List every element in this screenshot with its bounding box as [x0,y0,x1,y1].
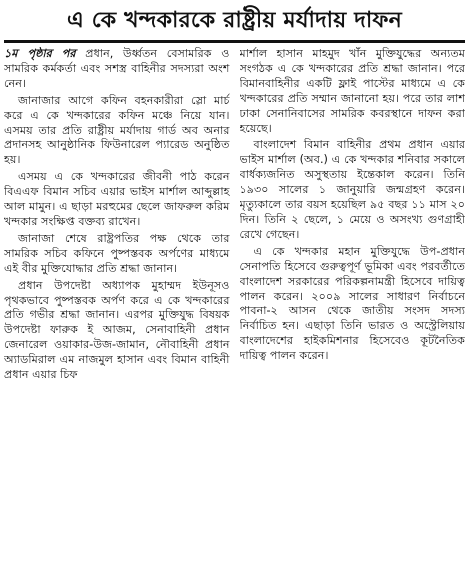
left-column [4,47,230,572]
article-paragraph: এ কে খন্দকার মহান মুক্তিযুদ্ধে উপ-প্রধান সেনাপতি হিসেবে গুরুত্বপূর্ণ ভূমিকা এবং পরবর্তীতে বাংলাদেশ সরকারের পরিকল্পনামন্ত্রী হিসেবে দায়িত্ব পালন করেন। ২০০৯ সালের সাধারণ নির্বাচনে পাবনা-২ আসন থেকে জাতীয় সংসদ সদস্য নির্বাচিত হন। এছাড়া তিনি ভারত ও অস্ট্রেলিয়ায় বাংলাদেশের হাইকমিশনার হিসেবেও কূটনৈতিক দায়িত্ব পালন করেন। [239,244,465,363]
article-paragraph [4,47,230,92]
article-paragraph: মার্শাল হাসান মাহমুদ খাঁন মুক্তিযুদ্ধের অন্যতম সংগঠক এ কে খন্দকারের প্রতি শ্রদ্ধা জানান। পরে বিমানবাহিনীর একটি ফ্লাই পাস্টের মাধ্যমে এ কে খন্দকারের প্রতি সম্মান জানানো হয়। পরে তার লাশ ঢাকা সেনানিবাসের সামরিক কবরস্থানে দাফন করা হয়েছে। [239,47,465,135]
article-paragraph: প্রধান উপদেষ্টা অধ্যাপক মুহাম্মদ ইউনূসও পৃথকভাবে পুষ্পস্তবক অর্পণ করে এ কে খন্দকারের প্রতি গভীর শ্রদ্ধা জানান। এরপর মুক্তিযুদ্ধ বিষয়ক উপদেষ্টা ফারুক ই আজম, সেনাবাহিনী প্রধান জেনারেল ওয়াকার-উজ-জামান, নৌবাহিনী প্রধান অ্যাডমিরাল এম নাজমুল হাসান এবং বিমান বাহিনী প্রধান এয়ার চিফ [4,278,230,382]
headline-rule [4,40,465,43]
article-paragraph: জানাজা শেষে রাষ্ট্রপতির পক্ষ থেকে তার সামরিক সচিব কফিনে পুষ্পস্তবক অর্পণের মাধ্যমে এই বীর মুক্তিযোদ্ধার প্রতি শ্রদ্ধা জানান। [4,231,230,275]
article-paragraph: বাংলাদেশ বিমান বাহিনীর প্রথম প্রধান এয়ার ভাইস মার্শাল (অব.) এ কে খন্দকার শনিবার সকালে বার্ধক্যজনিত অসুস্থতায় ইন্তেকাল করেন। তিনি ১৯৩০ সালের ১ জানুয়ারি জন্মগ্রহণ করেন। মৃত্যুকালে তার বয়স হয়েছিল ৯৫ বছর ১১ মাস ২০ দিন। তিনি ২ ছেলে, ১ মেয়ে ও অসংখ্য গুণগ্রাহী রেখে গেছেন। [239,138,465,241]
continued-from-label: ১ম পৃষ্ঠার পর [4,47,76,60]
article-paragraph: জানাজার আগে কফিন বহনকারীরা স্লো মার্চ করে এ কে খন্দকারের কফিন মঞ্চে নিয়ে যান। এসময় তার প্রতি রাষ্ট্রীয় মর্যাদায় গার্ড অব অনার প্রদানসহ আনুষ্ঠানিক ফিউনারেল প্যারেড অনুষ্ঠিত হয়। [4,93,230,167]
article-paragraph: এসময় এ কে খন্দকারের জীবনী পাঠ করেন বিএএফ বিমান সচিব এয়ার ভাইস মার্শাল আব্দুল্লাহ আল মামুন। এ ছাড়া মরহুমের ছেলে জাফরুল করিম খন্দকার সংক্ষিপ্ত বক্তব্য রাখেন। [4,170,230,228]
paragraph-text: প্রধান, উর্ধ্বতন বেসামরিক ও সামরিক কর্মকর্তা এবং সশস্ত্র বাহিনীর সদস্যরা অংশ নেন। [4,47,230,90]
right-column [240,47,466,572]
headline: এ কে খন্দকারকে রাষ্ট্রীয় মর্যাদায় দাফন [66,7,403,33]
article-body [4,47,465,572]
